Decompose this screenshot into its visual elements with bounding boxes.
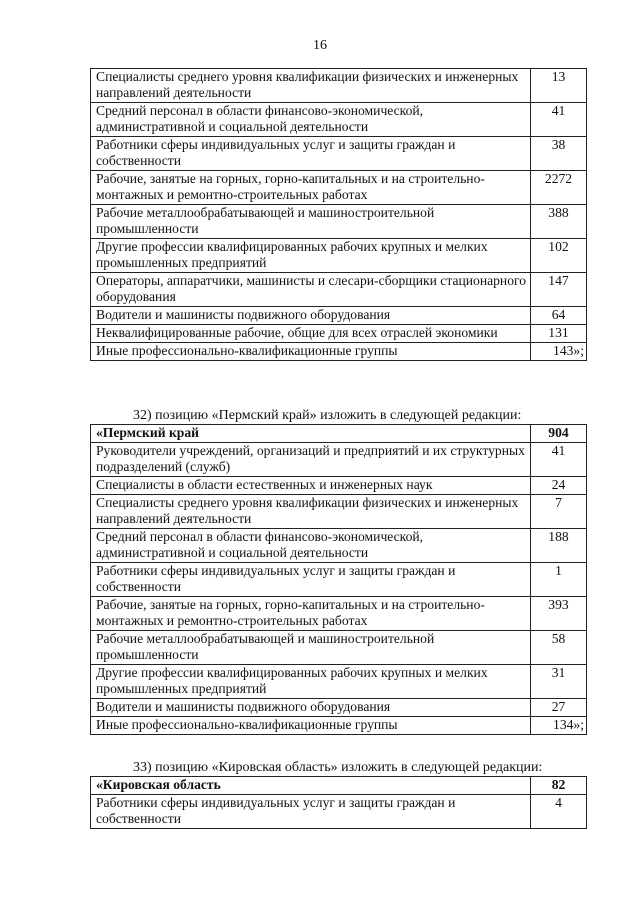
row-value: 13	[531, 69, 587, 103]
table-row	[91, 597, 587, 631]
paragraph-text: 32) позицию «Пермский край» изложить в следующей редакции:	[133, 408, 522, 423]
row-label: Средний персонал в области финансово-экономической, административной и социальной деятельности	[91, 103, 531, 137]
row-label: Рабочие, занятые на горных, горно-капитальных и на строительно-монтажных и ремонтно-строительных работах	[91, 597, 531, 631]
table-row	[91, 325, 587, 343]
paragraph-text: 33) позицию «Кировская область» изложить в следующей редакции:	[133, 760, 543, 775]
row-label: Специалисты в области естественных и инженерных наук	[91, 477, 531, 495]
row-label: Неквалифицированные рабочие, общие для всех отраслей экономики	[91, 325, 531, 343]
row-value: 7	[531, 495, 587, 529]
table-row	[91, 563, 587, 597]
row-value: 31	[531, 665, 587, 699]
row-value: 38	[531, 137, 587, 171]
row-label: Другие профессии квалифицированных рабочих крупных и мелких промышленных предприятий	[91, 239, 531, 273]
region-total: 904	[531, 425, 587, 443]
row-value: 64	[531, 307, 587, 325]
table-row	[91, 239, 587, 273]
region-total: 82	[531, 777, 587, 795]
table-row	[91, 795, 587, 829]
region-header-row	[91, 777, 587, 795]
row-label: Иные профессионально-квалификационные группы	[91, 343, 531, 361]
table-row	[91, 171, 587, 205]
row-value: 41	[531, 443, 587, 477]
row-label: Средний персонал в области финансово-экономической, административной и социальной деятельности	[91, 529, 531, 563]
row-value: 24	[531, 477, 587, 495]
table-row	[91, 343, 587, 361]
row-value: 134»;	[531, 717, 587, 735]
row-label: Рабочие металлообрабатывающей и машиностроительной промышленности	[91, 205, 531, 239]
kirov-oblast-table	[90, 776, 587, 829]
row-label: Рабочие, занятые на горных, горно-капитальных и на строительно-монтажных и ремонтно-строительных работах	[91, 171, 531, 205]
row-label: Операторы, аппаратчики, машинисты и слесари-сборщики стационарного оборудования	[91, 273, 531, 307]
table-row	[91, 665, 587, 699]
table-row	[91, 529, 587, 563]
table-row	[91, 69, 587, 103]
row-value: 4	[531, 795, 587, 829]
page-number: 16	[313, 38, 327, 53]
table-row	[91, 205, 587, 239]
table-row	[91, 307, 587, 325]
region-name: «Пермский край	[91, 425, 531, 443]
row-value: 147	[531, 273, 587, 307]
row-value: 41	[531, 103, 587, 137]
row-value: 143»;	[531, 343, 587, 361]
region-name: «Кировская область	[91, 777, 531, 795]
row-value: 58	[531, 631, 587, 665]
row-label: Водители и машинисты подвижного оборудования	[91, 307, 531, 325]
table-row	[91, 477, 587, 495]
row-label: Другие профессии квалифицированных рабочих крупных и мелких промышленных предприятий	[91, 665, 531, 699]
table-row	[91, 495, 587, 529]
table-row	[91, 699, 587, 717]
table-row	[91, 631, 587, 665]
table-row	[91, 717, 587, 735]
row-label: Руководители учреждений, организаций и предприятий и их структурных подразделений (служб)	[91, 443, 531, 477]
table-row	[91, 443, 587, 477]
row-label: Рабочие металлообрабатывающей и машиностроительной промышленности	[91, 631, 531, 665]
table-row	[91, 273, 587, 307]
row-label: Иные профессионально-квалификационные группы	[91, 717, 531, 735]
row-label: Специалисты среднего уровня квалификации физических и инженерных направлений деятельности	[91, 69, 531, 103]
row-value: 1	[531, 563, 587, 597]
row-label: Работники сферы индивидуальных услуг и защиты граждан и собственности	[91, 137, 531, 171]
row-value: 388	[531, 205, 587, 239]
perm-krai-table	[90, 424, 587, 735]
occupation-table-1	[90, 68, 587, 361]
row-label: Работники сферы индивидуальных услуг и защиты граждан и собственности	[91, 563, 531, 597]
table-row	[91, 103, 587, 137]
row-value: 393	[531, 597, 587, 631]
row-value: 27	[531, 699, 587, 717]
row-label: Специалисты среднего уровня квалификации физических и инженерных направлений деятельности	[91, 495, 531, 529]
row-value: 188	[531, 529, 587, 563]
row-label: Водители и машинисты подвижного оборудования	[91, 699, 531, 717]
row-value: 2272	[531, 171, 587, 205]
region-header-row	[91, 425, 587, 443]
table-row	[91, 137, 587, 171]
row-value: 131	[531, 325, 587, 343]
row-label: Работники сферы индивидуальных услуг и защиты граждан и собственности	[91, 795, 531, 829]
row-value: 102	[531, 239, 587, 273]
